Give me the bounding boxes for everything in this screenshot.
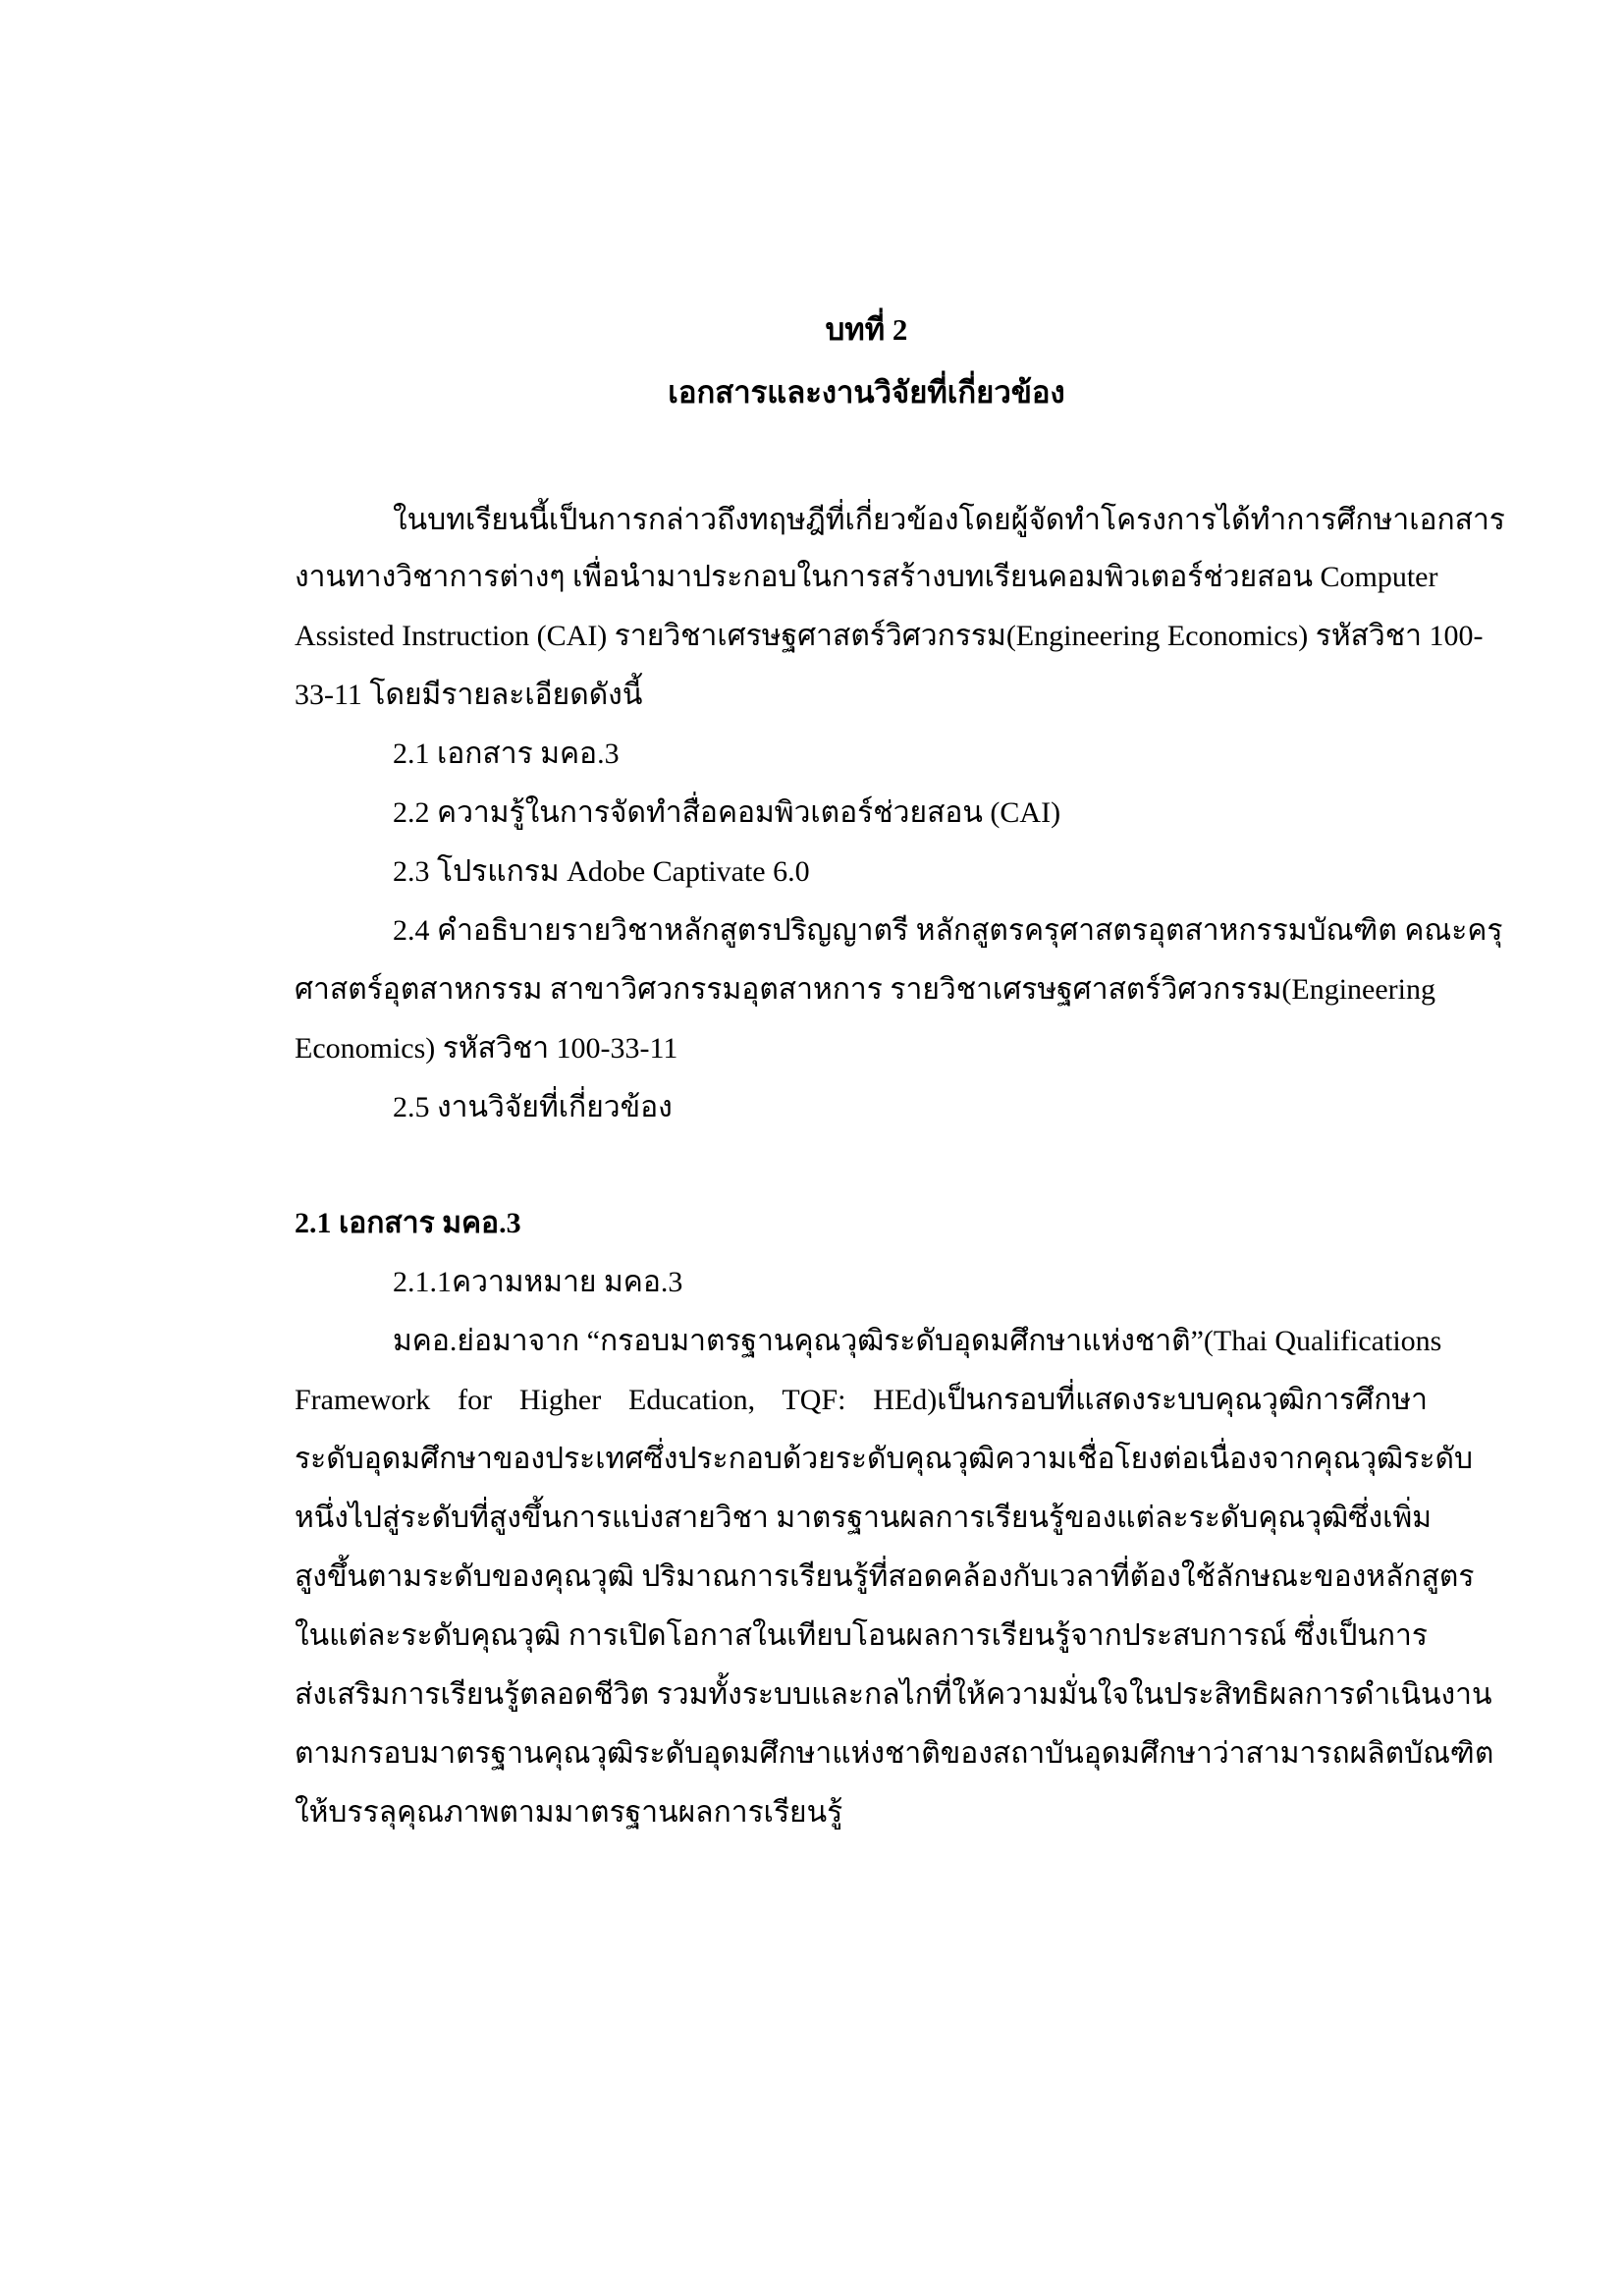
paragraph-line-9: ให้บรรลุคุณภาพตามมาตรฐานผลการเรียนรู้ — [295, 1796, 843, 1829]
subsection-heading: 2.1.1ความหมาย มคอ.3 — [393, 1266, 683, 1298]
toc-item-2-2: 2.2 ความรู้ในการจัดทำสื่อคอมพิวเตอร์ช่วยสอน (CAI) — [393, 796, 1061, 829]
chapter-number: บทที่ 2 — [825, 312, 908, 347]
toc-item-2-1: 2.1 เอกสาร มคอ.3 — [393, 738, 620, 770]
toc-item-2-4-line-3: Economics) รหัสวิชา 100-33-11 — [295, 1032, 678, 1065]
paragraph-line-1: มคอ.ย่อมาจาก “กรอบมาตรฐานคุณวุฒิระดับอุดมศึกษาแห่งชาติ”(Thai Qualifications — [393, 1325, 1442, 1357]
toc-item-2-4-line-2: ศาสตร์อุตสาหกรรม สาขาวิศวกรรมอุตสาหการ รายวิชาเศรษฐศาสตร์วิศวกรรม(Engineering — [295, 973, 1435, 1006]
paragraph-line-4: หนึ่งไปสู่ระดับที่สูงขึ้นการแบ่งสายวิชา มาตรฐานผลการเรียนรู้ของแต่ละระดับคุณวุฒิซึ่งเพิ่ม — [295, 1502, 1432, 1534]
paragraph-line-5: สูงขึ้นตามระดับของคุณวุฒิ ปริมาณการเรียนรู้ที่สอดคล้องกับเวลาที่ต้องใช้ลักษณะของหลักสูตร — [295, 1560, 1475, 1593]
intro-line-4: 33-11 โดยมีรายละเอียดดังนี้ — [295, 679, 643, 711]
intro-line-1: ในบทเรียนนี้เป็นการกล่าวถึงทฤษฎีที่เกี่ยวข้องโดยผู้จัดทำโครงการได้ทำการศึกษาเอกสาร — [393, 504, 1505, 536]
section-heading: 2.1 เอกสาร มคอ.3 — [295, 1207, 521, 1239]
paragraph-line-3: ระดับอุดมศึกษาของประเทศซึ่งประกอบด้วยระดับคุณวุฒิความเชื่อโยงต่อเนื่องจากคุณวุฒิระดับ — [295, 1443, 1473, 1475]
intro-line-2: งานทางวิชาการต่างๆ เพื่อนำมาประกอบในการสร้างบทเรียนคอมพิวเตอร์ช่วยสอน Computer — [295, 561, 1438, 593]
toc-item-2-4-line-1: 2.4 คำอธิบายรายวิชาหลักสูตรปริญญาตรี หลักสูตรครุศาสตรอุตสาหกรรมบัณฑิต คณะครุ — [393, 914, 1503, 947]
paragraph-line-2: Framework for Higher Education, TQF: HEd)เป็นกรอบที่แสดงระบบคุณวุฒิการศึกษา — [295, 1384, 1428, 1416]
intro-line-3: Assisted Instruction (CAI) รายวิชาเศรษฐศาสตร์วิศวกรรม(Engineering Economics) รหัสวิชา 100- — [295, 620, 1484, 652]
paragraph-line-6: ในแต่ละระดับคุณวุฒิ การเปิดโอกาสในเทียบโอนผลการเรียนรู้จากประสบการณ์ ซึ่งเป็นการ — [295, 1619, 1428, 1652]
toc-item-2-3: 2.3 โปรแกรม Adobe Captivate 6.0 — [393, 855, 810, 888]
toc-item-2-5: 2.5 งานวิจัยที่เกี่ยวข้อง — [393, 1091, 673, 1123]
paragraph-line-7: ส่งเสริมการเรียนรู้ตลอดชีวิต รวมทั้งระบบและกลไกที่ให้ความมั่นใจในประสิทธิผลการดำเนินงาน — [295, 1678, 1492, 1711]
chapter-title: เอกสารและงานวิจัยที่เกี่ยวข้อง — [668, 375, 1065, 410]
paragraph-line-8: ตามกรอบมาตรฐานคุณวุฒิระดับอุดมศึกษาแห่งชาติของสถาบันอุดมศึกษาว่าสามารถผลิตบัณฑิต — [295, 1737, 1494, 1770]
